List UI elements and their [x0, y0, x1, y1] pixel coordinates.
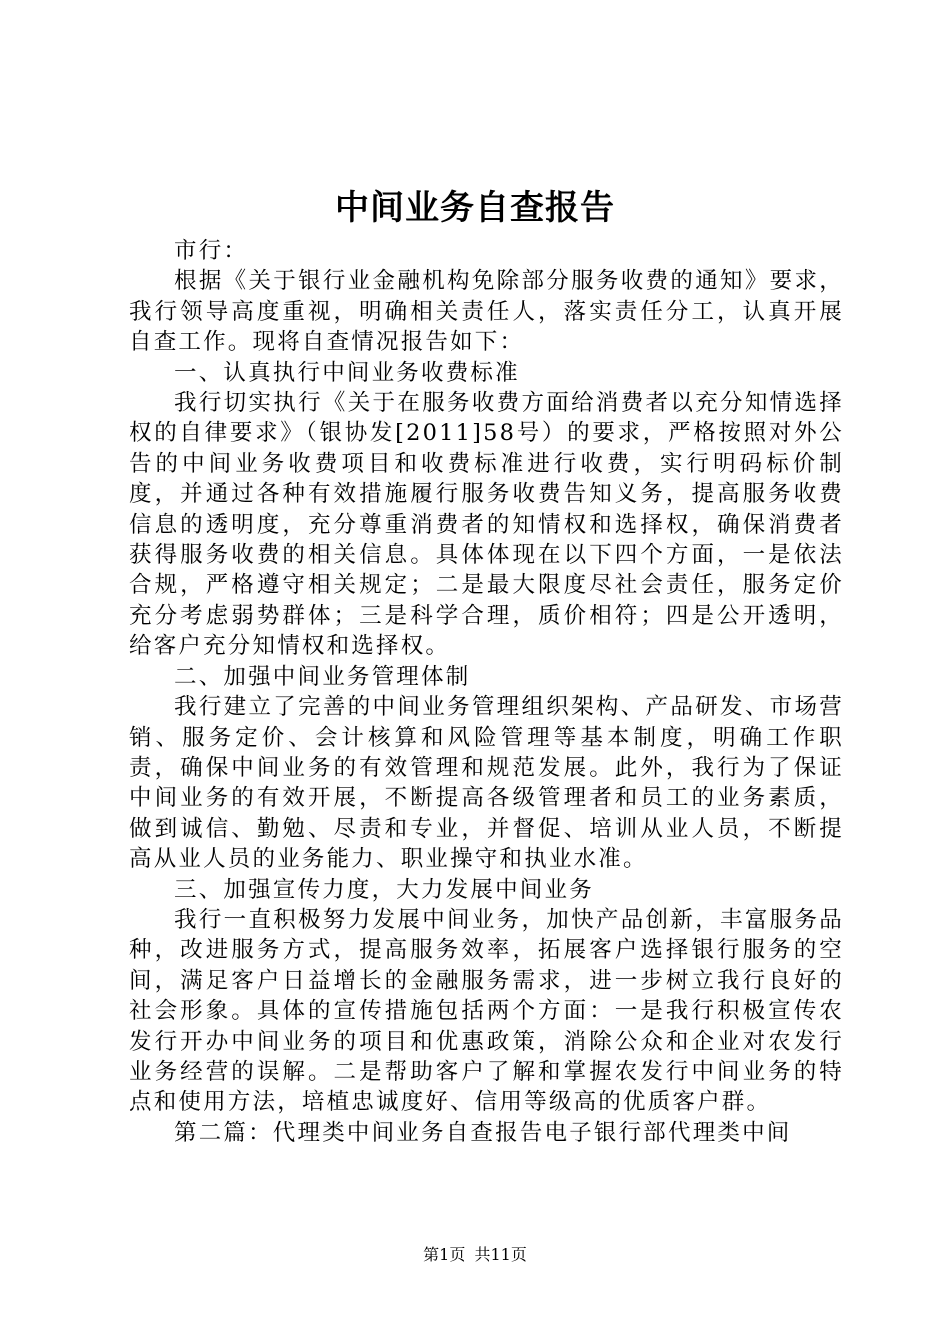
section-heading-1: 一、认真执行中间业务收费标准 — [174, 359, 520, 386]
section-heading-3: 三、加强宣传力度，大力发展中间业务 — [174, 876, 594, 903]
document-body — [129, 236, 844, 1148]
page-footer — [0, 1244, 950, 1266]
section-heading-2: 二、加强中间业务管理体制 — [174, 663, 471, 690]
intro-paragraph: 根据《关于银行业金融机构免除部分服务收费的通知》要求，我行领导高度重视，明确相关责任人，落实责任分工，认真开展自查工作。现将自查情况报告如下： — [129, 268, 844, 356]
page-total: 共11页 — [474, 1245, 527, 1264]
salutation: 市行： — [174, 238, 249, 264]
page-number: 第1页 — [423, 1245, 466, 1264]
section-paragraph-2: 我行建立了完善的中间业务管理组织架构、产品研发、市场营销、服务定价、会计核算和风险管理等基本制度，明确工作职责，确保中间业务的有效管理和规范发展。此外，我行为了保证中间业务的有效开展，不断提高各级管理者和员工的业务素质，做到诚信、勤勉、尽责和专业，并督促、培训从业人员，不断提高从业人员的业务能力、职业操守和执业水准。 — [129, 694, 844, 873]
section-paragraph-1: 我行切实执行《关于在服务收费方面给消费者以充分知情选择权的自律要求》（银协发[2011]58号）的要求，严格按照对外公告的中间业务收费项目和收费标准进行收费，实行明码标价制度，并通过各种有效措施履行服务收费告知义务，提高服务收费信息的透明度，充分尊重消费者的知情权和选择权，确保消费者获得服务收费的相关信息。具体体现在以下四个方面，一是依法合规，严格遵守相关规定；二是最大限度尽社会责任，服务定价充分考虑弱势群体；三是科学合理，质价相符；四是公开透明，给客户充分知情权和选择权。 — [129, 390, 844, 660]
next-article-line: 第二篇：代理类中间业务自查报告电子银行部代理类中间 — [174, 1119, 792, 1146]
document-title: 中间业务自查报告 — [335, 188, 615, 228]
section-paragraph-3: 我行一直积极努力发展中间业务，加快产品创新，丰富服务品种，改进服务方式，提高服务效率，拓展客户选择银行服务的空间，满足客户日益增长的金融服务需求，进一步树立我行良好的社会形象。具体的宣传措施包括两个方面：一是我行积极宣传农发行开办中间业务的项目和优惠政策，消除公众和企业对农发行业务经营的误解。二是帮助客户了解和掌握农发行中间业务的特点和使用方法，培植忠诚度好、信用等级高的优质客户群。 — [129, 906, 844, 1116]
